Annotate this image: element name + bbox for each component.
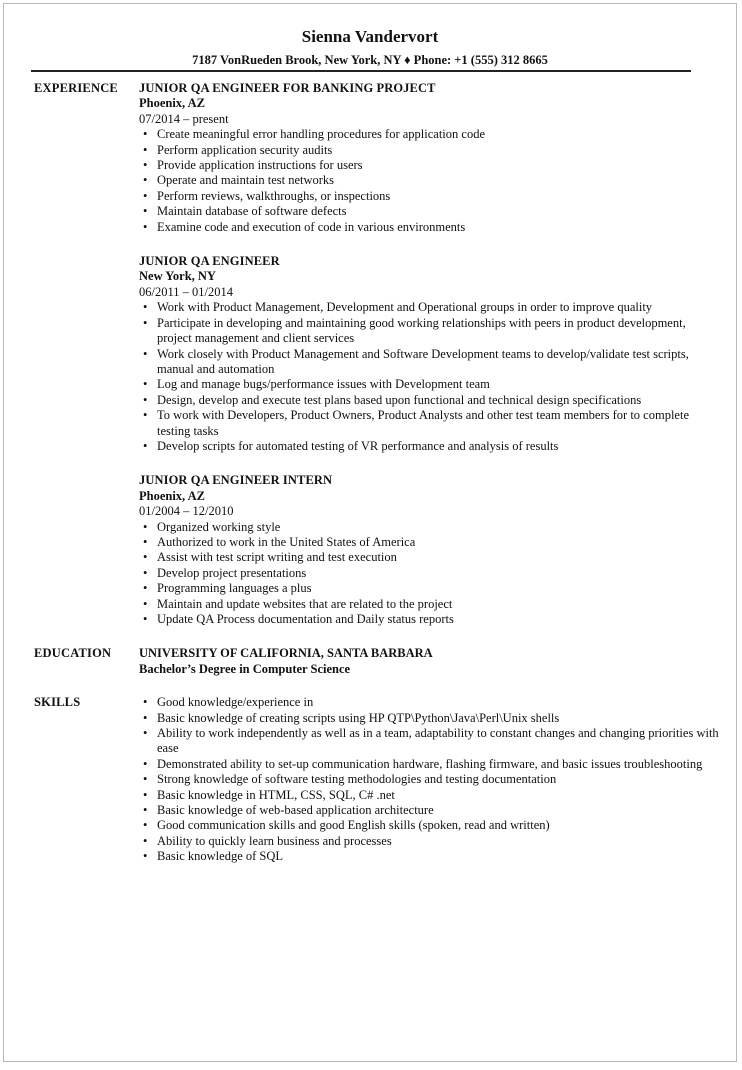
skills-list	[139, 695, 719, 864]
experience-label: EXPERIENCE	[34, 81, 118, 95]
skill-item: • Ability to quickly learn business and processes	[157, 834, 719, 849]
job-bullet: • Programming languages a plus	[157, 581, 719, 596]
job-location: Phoenix, AZ	[139, 488, 205, 503]
job-entry	[139, 473, 719, 627]
job-bullet: • Design, develop and execute test plans based upon functional and technical design specifications	[157, 393, 719, 408]
education-section	[32, 646, 736, 677]
candidate-name: Sienna Vandervort	[301, 27, 439, 46]
education-label: EDUCATION	[34, 646, 112, 661]
skill-item: • Good communication skills and good English skills (spoken, read and written)	[157, 818, 719, 833]
education-degree: Bachelor’s Degree in Computer Science	[139, 661, 351, 676]
skill-item: • Basic knowledge of web-based application architecture	[157, 803, 719, 818]
job-bullet: • Work closely with Product Management and Software Development teams to develop/validate test scripts, manual and automation	[157, 347, 719, 378]
experience-body	[139, 81, 719, 627]
resume-header	[4, 4, 736, 68]
job-dates: 01/2004 – 12/2010	[139, 504, 234, 519]
job-bullet: • Perform application security audits	[157, 143, 719, 158]
education-school: UNIVERSITY OF CALIFORNIA, SANTA BARBARA	[139, 646, 433, 661]
skills-label: SKILLS	[34, 695, 81, 710]
job-bullet: • Assist with test script writing and test execution	[157, 550, 719, 565]
job-dates: 06/2011 – 01/2014	[139, 284, 233, 299]
job-dates: 07/2014 – present	[139, 111, 229, 126]
skill-item: • Ability to work independently as well as in a team, adaptability to constant changes and changing priorities with ease	[157, 726, 719, 757]
job-bullet: • Update QA Process documentation and Daily status reports	[157, 612, 719, 627]
job-bullet: • Develop scripts for automated testing of VR performance and analysis of results	[157, 439, 719, 454]
job-title: JUNIOR QA ENGINEER INTERN	[139, 473, 333, 488]
skill-item: • Strong knowledge of software testing methodologies and testing documentation	[157, 772, 719, 787]
job-location: Phoenix, AZ	[139, 96, 205, 111]
job-bullet: • Authorized to work in the United States of America	[157, 535, 719, 550]
skill-item: • Demonstrated ability to set-up communication hardware, flashing firmware, and basic issues troubleshooting	[157, 757, 719, 772]
contact-line: 7187 VonRueden Brook, New York, NY ♦ Phone: +1 (555) 312 8665	[192, 53, 548, 67]
skill-item: • Basic knowledge of creating scripts using HP QTP\Python\Java\Perl\Unix shells	[157, 711, 719, 726]
header-divider	[31, 70, 691, 72]
job-bullet: • Maintain and update websites that are related to the project	[157, 597, 719, 612]
job-title: JUNIOR QA ENGINEER	[139, 254, 280, 269]
skill-item: • Basic knowledge in HTML, CSS, SQL, C# .net	[157, 788, 719, 803]
job-bullet: • Organized working style	[157, 520, 719, 535]
job-bullet: • Perform reviews, walkthroughs, or inspections	[157, 189, 719, 204]
job-bullet-list	[139, 127, 719, 235]
job-entry	[139, 254, 719, 454]
job-bullet: • Maintain database of software defects	[157, 204, 719, 219]
job-title: JUNIOR QA ENGINEER FOR BANKING PROJECT	[139, 81, 436, 95]
job-entry	[139, 81, 719, 235]
job-location: New York, NY	[139, 269, 216, 284]
education-body	[139, 646, 719, 677]
job-bullet-list	[139, 300, 719, 454]
skills-section	[32, 695, 736, 864]
job-bullet: • Provide application instructions for users	[157, 158, 719, 173]
job-bullet: • Log and manage bugs/performance issues with Development team	[157, 377, 719, 392]
job-bullet-list	[139, 520, 719, 628]
skill-item: • Basic knowledge of SQL	[157, 849, 719, 864]
skills-body	[139, 695, 719, 864]
resume-page	[3, 3, 737, 1062]
job-bullet: • Work with Product Management, Development and Operational groups in order to improve quality	[157, 300, 719, 315]
job-bullet: • Participate in developing and maintaining good working relationships with peers in product development, project management and client services	[157, 316, 719, 347]
skill-item: • Good knowledge/experience in	[157, 695, 719, 710]
job-bullet: • Examine code and execution of code in various environments	[157, 220, 719, 235]
job-bullet: • Create meaningful error handling procedures for application code	[157, 127, 719, 142]
job-bullet: • Develop project presentations	[157, 566, 719, 581]
job-bullet: • Operate and maintain test networks	[157, 173, 719, 188]
experience-section	[32, 81, 736, 627]
job-bullet: • To work with Developers, Product Owners, Product Analysts and other test team members for to complete testing tasks	[157, 408, 719, 439]
